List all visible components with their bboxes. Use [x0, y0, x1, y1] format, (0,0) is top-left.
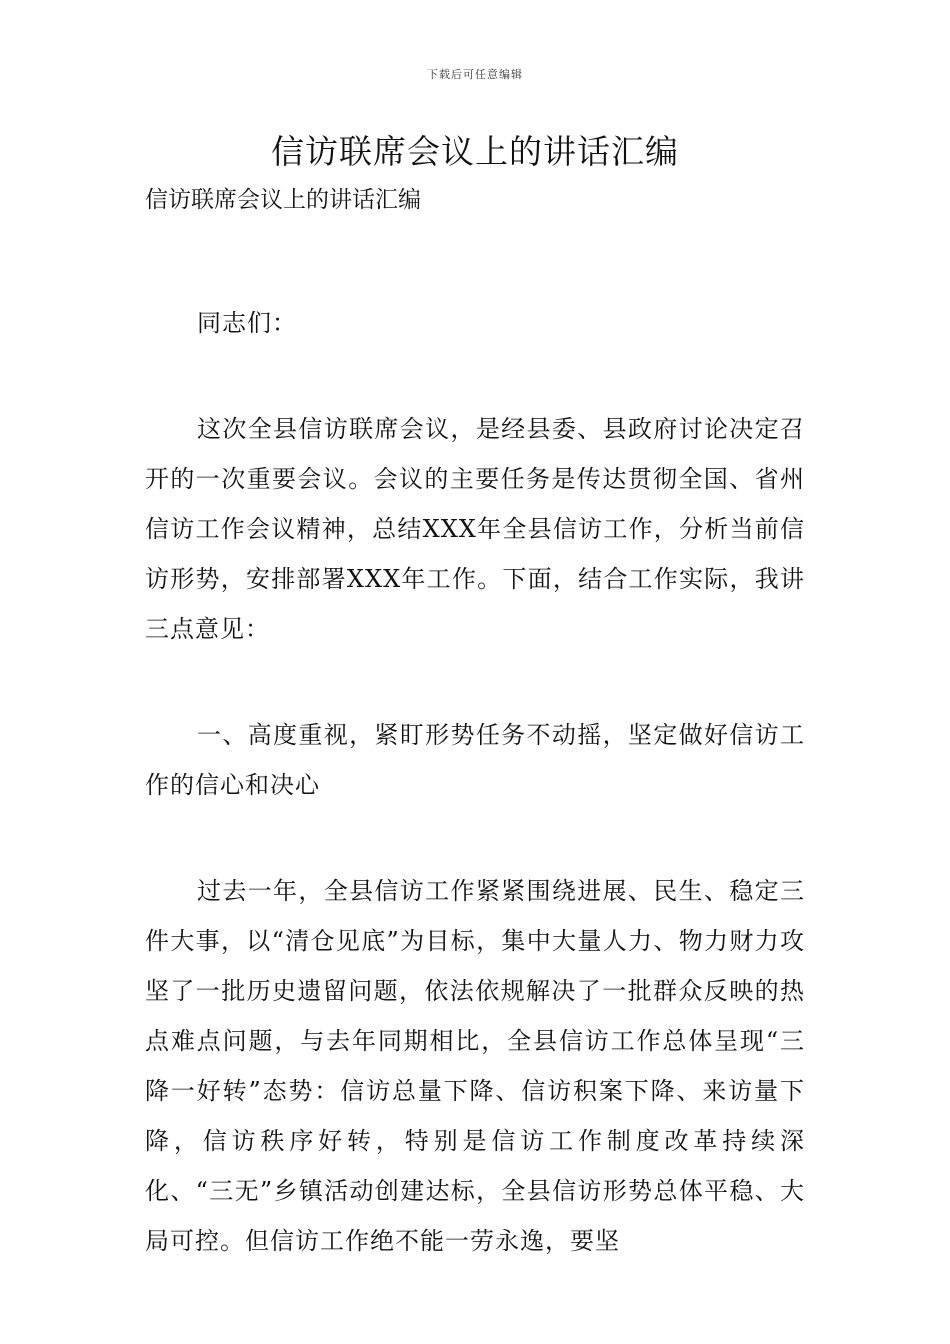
document-subtitle: 信访联席会议上的讲话汇编 — [145, 187, 421, 213]
salutation: 同志们： — [197, 309, 297, 337]
section-heading-1: 一、高度重视，紧盯形势任务不动摇，坚定做好信访工作的信心和决心 — [145, 721, 805, 799]
header-note: 下载后可任意编辑 — [427, 68, 523, 81]
paragraph-intro: 这次全县信访联席会议，是经县委、县政府讨论决定召开的一次重要会议。会议的主要任务是传达贯彻全国、省州信访工作会议精神，总结XXX年全县信访工作，分析当前信访形势，安排部署XXX年工作。下面，结合工作实际，我讲三点意见： — [145, 415, 805, 643]
document-body — [145, 180, 805, 1266]
document-title: 信访联席会议上的讲话汇编 — [271, 132, 679, 171]
paragraph-review: 过去一年，全县信访工作紧紧围绕进展、民生、稳定三件大事，以“清仓见底”为目标，集中大量人力、物力财力攻坚了一批历史遗留问题，依法依规解决了一批群众反映的热点难点问题，与去年同期相比，全县信访工作总体呈现“三降一好转”态势：信访总量下降、信访积案下降、来访量下降，信访秩序好转，特别是信访工作制度改革持续深化、“三无”乡镇活动创建达标，全县信访形势总体平稳、大局可控。但信访工作绝不能一劳永逸，要坚 — [145, 877, 805, 1255]
